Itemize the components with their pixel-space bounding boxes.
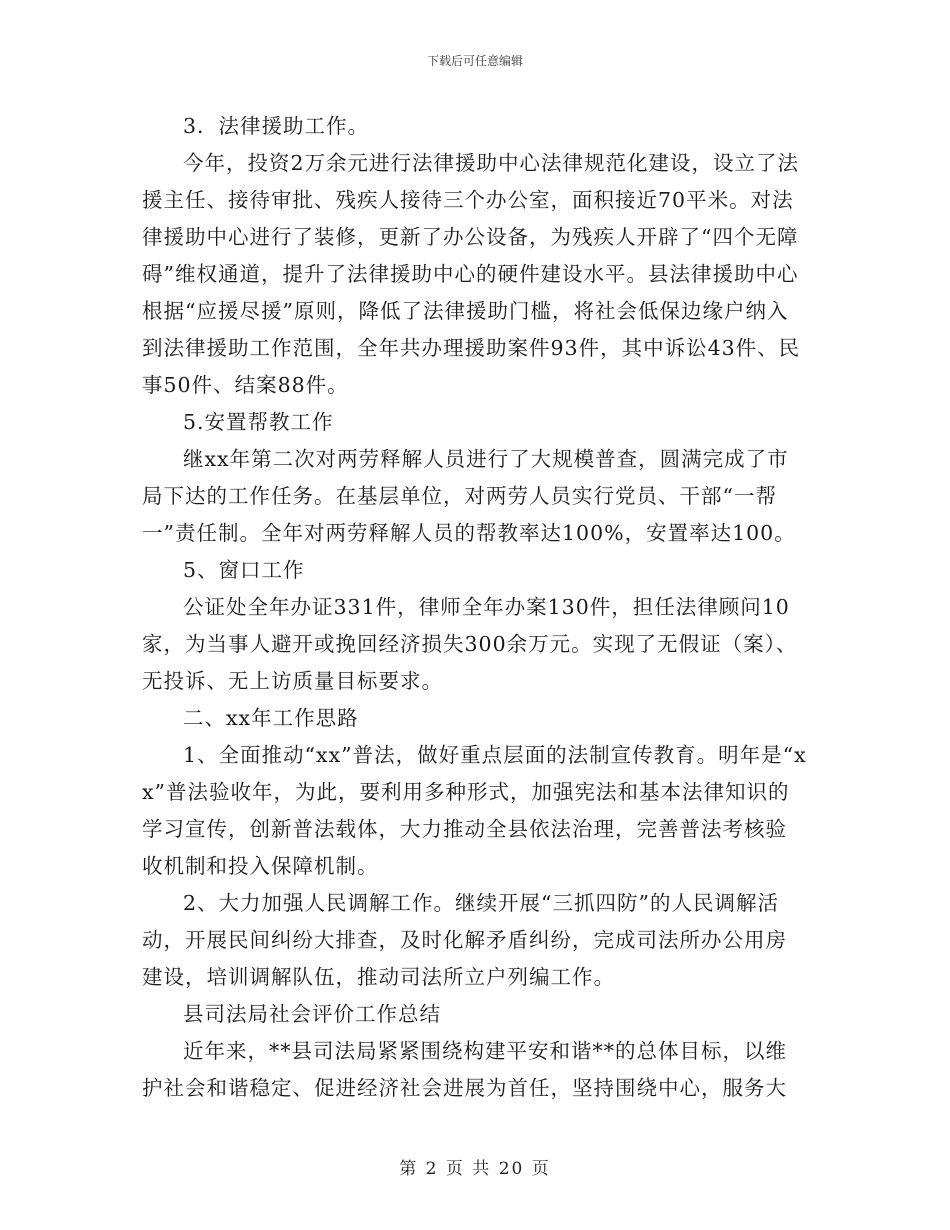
paragraph-legal-aid-heading: 3．法律援助工作。: [183, 114, 370, 138]
page-header: 下载后可任意编辑: [426, 54, 523, 68]
paragraph-resettlement-heading: 5.安置帮教工作: [183, 410, 334, 434]
paragraph-window-heading: 5、窗口工作: [183, 558, 305, 582]
paragraph-plan-heading: 二、xx年工作思路: [183, 706, 359, 730]
paragraph-summary-body: 近年来，**县司法局紧紧围绕构建平安和谐**的总体目标，以维护社会和谐稳定、促进经济社会进展为首任，坚持围绕中心，服务大: [142, 1039, 787, 1100]
paragraph-plan-item-2: 2、大力加强人民调解工作。继续开展“三抓四防”的人民调解活动，开展民间纠纷大排查，及时化解矛盾纠纷，完成司法所办公用房建设，培训调解队伍，推动司法所立户列编工作。: [142, 891, 787, 989]
paragraph-resettlement-body: 继xx年第二次对两劳释解人员进行了大规模普查，圆满完成了市局下达的工作任务。在基层单位，对两劳人员实行党员、干部“一帮一”责任制。全年对两劳释解人员的帮教率达100%，安置率达100。: [142, 447, 796, 545]
paragraph-window-body: 公证处全年办证331件，律师全年办案130件，担任法律顾问10家，为当事人避开或挽回经济损失300余万元。实现了无假证（案）、无投诉、无上访质量目标要求。: [142, 595, 798, 693]
document-body: [142, 108, 808, 1107]
paragraph-legal-aid-body: 今年，投资2万余元进行法律援助中心法律规范化建设，设立了法援主任、接待审批、残疾人接待三个办公室，面积接近70平米。对法律援助中心进行了装修，更新了办公设备，为残疾人开辟了“四个无障碍”维权通道，提升了法律援助中心的硬件建设水平。县法律援助中心根据“应援尽援”原则，降低了法律援助门槛，将社会低保边缘户纳入到法律援助工作范围，全年共办理援助案件93件，其中诉讼43件、民事50件、结案88件。: [142, 151, 801, 397]
page-footer: 第 2 页 共 20 页: [399, 1159, 551, 1179]
paragraph-plan-item-1: 1、全面推动“xx”普法，做好重点层面的法制宣传教育。明年是“xx”普法验收年，为此，要利用多种形式，加强宪法和基本法律知识的学习宣传，创新普法载体，大力推动全县依法治理，完善普法考核验收机制和投入保障机制。: [142, 743, 807, 878]
paragraph-summary-title: 县司法局社会评价工作总结: [183, 1002, 441, 1026]
